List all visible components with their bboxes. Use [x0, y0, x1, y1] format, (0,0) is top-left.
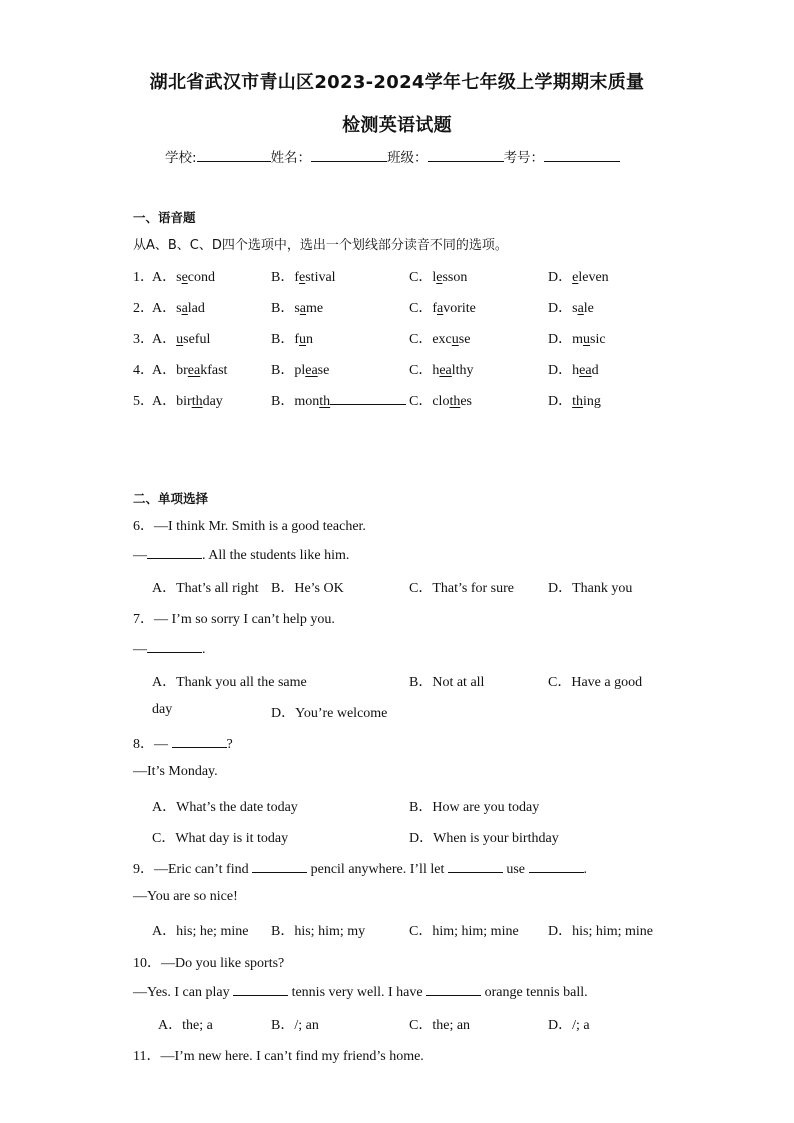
q2-option-a[interactable]: A．salad: [152, 301, 205, 316]
q10-blank-2[interactable]: [426, 983, 481, 996]
q10-stem: 10．—Do you like sports?: [133, 956, 285, 971]
q7-reply: — .: [133, 642, 206, 657]
q5-option-a[interactable]: A．birthday: [152, 394, 223, 409]
q2-option-d[interactable]: D．sale: [548, 301, 594, 316]
q7-option-d[interactable]: D．You’re welcome: [271, 706, 388, 721]
q10-option-a[interactable]: A．the; a: [158, 1018, 213, 1033]
q11-stem: 11．—I’m new here. I can’t find my friend’s home.: [133, 1049, 424, 1064]
q2-option-c[interactable]: C．favorite: [409, 301, 476, 316]
underlined-letters: u: [583, 332, 591, 347]
exam-title-line1: 湖北省武汉市青山区2023-2024学年七年级上学期期末质量: [149, 72, 645, 93]
underlined-letters: e: [436, 270, 443, 285]
q7-stem: 7．— I’m so sorry I can’t help you.: [133, 612, 335, 627]
q4-option-c[interactable]: C．healthy: [409, 363, 474, 378]
q5-option-b[interactable]: B．month: [271, 390, 406, 410]
underlined-letters: th: [449, 394, 461, 409]
q5-option-b-underline: [330, 392, 406, 405]
q7-option-b[interactable]: B．Not at all: [409, 675, 485, 690]
q6-reply: — . All the students like him.: [133, 548, 350, 563]
underlined-letters: a: [181, 301, 188, 316]
q6-option-d[interactable]: D．Thank you: [548, 581, 633, 596]
q2-option-b[interactable]: B．same: [271, 301, 324, 316]
q9-blank-1[interactable]: [252, 860, 307, 873]
class-blank[interactable]: [428, 149, 504, 162]
q7-option-c-wrap: day: [152, 702, 173, 717]
q9-option-a[interactable]: A．his; he; mine: [152, 924, 249, 939]
q6-option-a[interactable]: A．That’s all right: [152, 581, 259, 596]
q3-option-d[interactable]: D．music: [548, 332, 606, 347]
underlined-letters: a: [437, 301, 444, 316]
q10-option-d[interactable]: D．/; a: [548, 1018, 590, 1033]
exam-no-blank[interactable]: [544, 149, 620, 162]
q7-option-c[interactable]: C．Have a good: [548, 675, 643, 690]
name-label: 姓名：: [270, 150, 312, 166]
q5-option-d[interactable]: D．thing: [548, 394, 601, 409]
q3-number: 3．: [133, 332, 154, 347]
underlined-letters: ea: [439, 363, 452, 378]
name-blank[interactable]: [311, 149, 387, 162]
underlined-letters: th: [319, 394, 331, 409]
underlined-letters: u: [176, 332, 184, 347]
q9-blank-2[interactable]: [448, 860, 503, 873]
underlined-letters: e: [299, 270, 306, 285]
q8-option-b[interactable]: B．How are you today: [409, 800, 540, 815]
school-blank[interactable]: [197, 149, 271, 162]
q1-option-b[interactable]: B．festival: [271, 270, 336, 285]
q8-blank[interactable]: [172, 735, 227, 748]
q6-option-c[interactable]: C．That’s for sure: [409, 581, 514, 596]
exam-no-label: 考号：: [503, 150, 545, 166]
underlined-letters: e: [181, 270, 188, 285]
school-label: 学校:: [165, 150, 197, 166]
underlined-letters: u: [299, 332, 307, 347]
underlined-letters: a: [299, 301, 307, 316]
q9-reply: —You are so nice!: [133, 889, 238, 904]
section2-heading: 二、单项选择: [133, 491, 209, 506]
q8-option-c[interactable]: C．What day is it today: [152, 831, 289, 846]
q1-option-d[interactable]: D．eleven: [548, 270, 609, 285]
underlined-letters: e: [572, 270, 579, 285]
q4-option-b[interactable]: B．please: [271, 363, 330, 378]
q7-option-a[interactable]: A．Thank you all the same: [152, 675, 307, 690]
q5-option-c[interactable]: C．clothes: [409, 394, 473, 409]
q4-option-a[interactable]: A．breakfast: [152, 363, 228, 378]
section1-instruction: 从A、B、C、D四个选项中，选出一个划线部分读音不同的选项。: [133, 238, 508, 253]
q6-blank[interactable]: [147, 546, 202, 559]
q8-reply: —It’s Monday.: [133, 764, 218, 779]
q6-stem: 6．—I think Mr. Smith is a good teacher.: [133, 519, 366, 534]
q1-option-c[interactable]: C．lesson: [409, 270, 468, 285]
q10-blank-1[interactable]: [233, 983, 288, 996]
q2-number: 2．: [133, 301, 154, 316]
q8-stem: 8．— ?: [133, 737, 233, 752]
student-info-row: [165, 146, 620, 166]
underlined-letters: th: [572, 394, 584, 409]
underlined-letters: ea: [305, 363, 318, 378]
q4-option-d[interactable]: D．head: [548, 363, 599, 378]
q4-number: 4．: [133, 363, 154, 378]
q9-option-c[interactable]: C．him; him; mine: [409, 924, 519, 939]
underlined-letters: ea: [579, 363, 592, 378]
q9-stem: 9．—Eric can’t find pencil anywhere. I’ll let use .: [133, 862, 587, 877]
q10-reply: —Yes. I can play tennis very well. I have orange tennis ball.: [133, 985, 588, 1000]
q6-option-b[interactable]: B．He’s OK: [271, 581, 344, 596]
q1-option-a[interactable]: A．second: [152, 270, 216, 285]
q8-option-a[interactable]: A．What’s the date today: [152, 800, 298, 815]
q3-option-a[interactable]: A．useful: [152, 332, 211, 347]
q5-number: 5．: [133, 394, 154, 409]
q7-blank[interactable]: [147, 640, 202, 653]
underlined-letters: th: [191, 394, 203, 409]
q9-option-b[interactable]: B．his; him; my: [271, 924, 366, 939]
q10-option-c[interactable]: C．the; an: [409, 1018, 471, 1033]
exam-title-line2: 检测英语试题: [342, 115, 452, 136]
q1-number: 1．: [133, 270, 154, 285]
class-label: 班级：: [387, 150, 428, 166]
section1-heading: 一、语音题: [133, 210, 196, 225]
q8-option-d[interactable]: D．When is your birthday: [409, 831, 559, 846]
underlined-letters: a: [577, 301, 584, 316]
q10-option-b[interactable]: B．/; an: [271, 1018, 319, 1033]
underlined-letters: u: [451, 332, 459, 347]
q9-blank-3[interactable]: [529, 860, 584, 873]
underlined-letters: ea: [187, 363, 201, 378]
q3-option-c[interactable]: C．excuse: [409, 332, 471, 347]
q3-option-b[interactable]: B．fun: [271, 332, 314, 347]
q9-option-d[interactable]: D．his; him; mine: [548, 924, 653, 939]
